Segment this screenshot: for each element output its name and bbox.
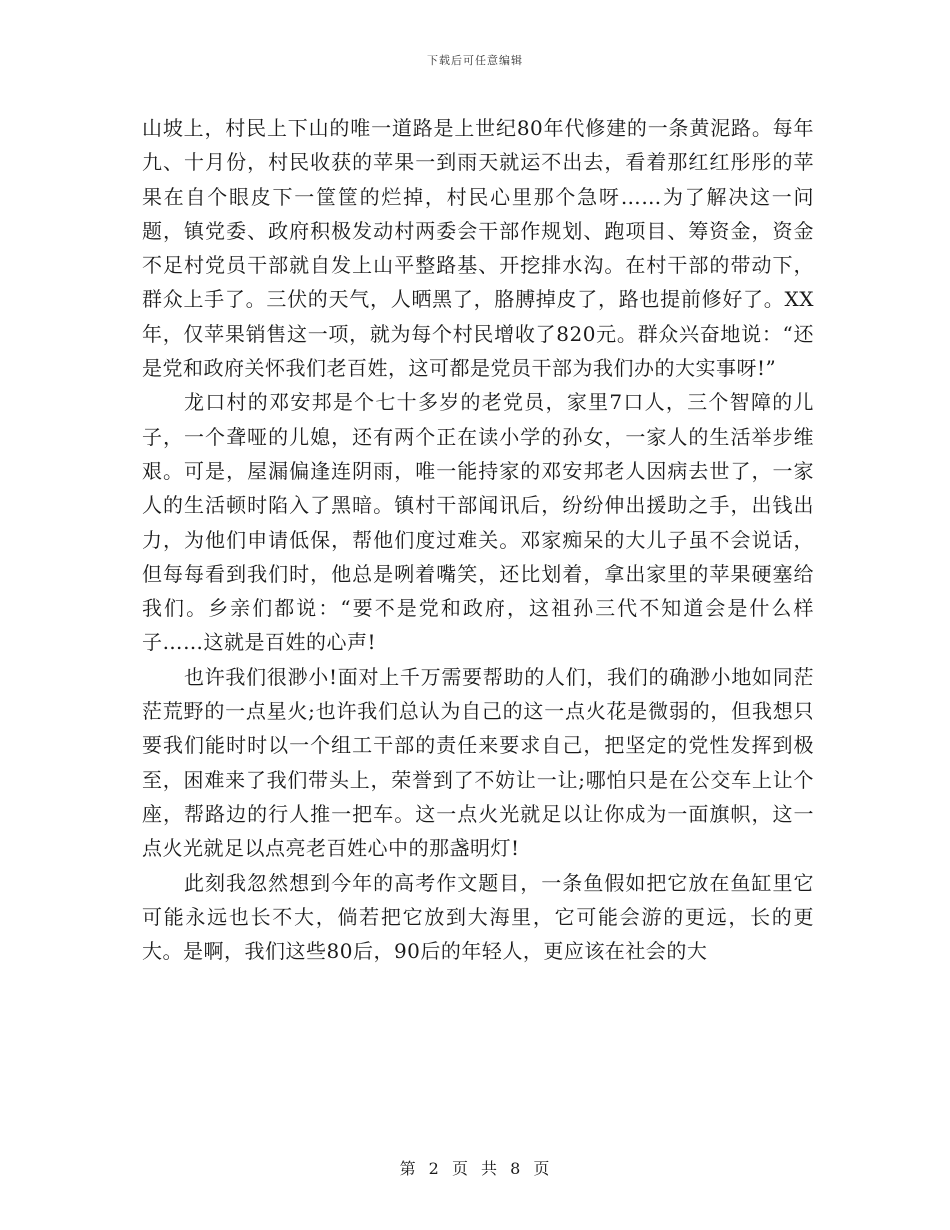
paragraph-1: 山坡上，村民上下山的唯一道路是上世纪80年代修建的一条黄泥路。每年九、十月份，村民收获的苹果一到雨天就运不出去，看着那红红彤彤的苹果在自个眼皮下一筐筐的烂掉，村民心里那个急呀……为了解决这一问题，镇党委、政府积极发动村两委会干部作规划、跑项目、筹资金，资金不足村党员干部就自发上山平整路基、开挖排水沟。在村干部的带动下，群众上手了。三伏的天气，人晒黑了，胳膊掉皮了，路也提前修好了。XX年，仅苹果销售这一项，就为每个村民增收了820元。群众兴奋地说：“还是党和政府关怀我们老百姓，这可都是党员干部为我们办的大实事呀!” — [142, 116, 814, 381]
document-body — [142, 111, 814, 968]
paragraph-2: 龙口村的邓安邦是个七十多岁的老党员，家里7口人，三个智障的儿子，一个聋哑的儿媳，还有两个正在读小学的孙女，一家人的生活举步维艰。可是，屋漏偏逢连阴雨，唯一能持家的邓安邦老人因病去世了，一家人的生活顿时陷入了黑暗。镇村干部闻讯后，纷纷伸出援助之手，出钱出力，为他们申请低保，帮他们度过难关。邓家痴呆的大儿子虽不会说话，但每每看到我们时，他总是咧着嘴笑，还比划着，拿出家里的苹果硬塞给我们。乡亲们都说：“要不是党和政府，这祖孙三代不知道会是什么样子……这就是百姓的心声! — [142, 390, 814, 655]
paragraph-3: 也许我们很渺小!面对上千万需要帮助的人们，我们的确渺小地如同茫茫荒野的一点星火;也许我们总认为自己的这一点火花是微弱的，但我想只要我们能时时以一个组工干部的责任来要求自己，把坚定的党性发挥到极至，困难来了我们带头上，荣誉到了不妨让一让;哪怕只是在公交车上让个座，帮路边的行人推一把车。这一点火光就足以让你成为一面旗帜，这一点火光就足以点亮老百姓心中的那盏明灯! — [142, 664, 814, 861]
page-number-footer: 第 2 页 共 8 页 — [399, 1159, 551, 1178]
paragraph-4: 此刻我忽然想到今年的高考作文题目，一条鱼假如把它放在鱼缸里它可能永远也长不大，倘若把它放到大海里，它可能会游的更远，长的更大。是啊，我们这些80后，90后的年轻人，更应该在社会的大 — [142, 870, 814, 964]
page-header: 下载后可任意编辑 — [427, 54, 523, 67]
